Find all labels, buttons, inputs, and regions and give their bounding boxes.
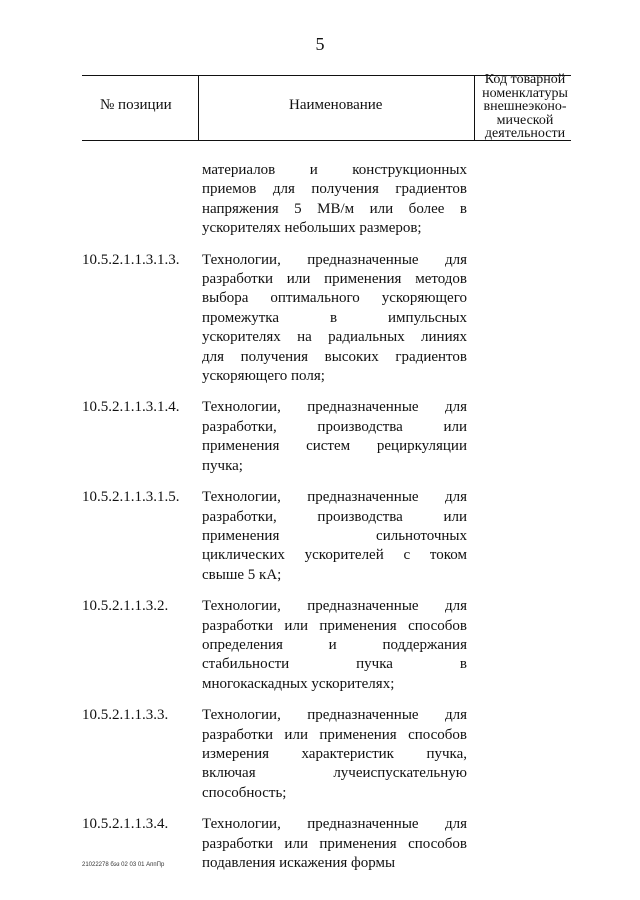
description-line: стабильности пучка в <box>202 656 467 673</box>
position-number: 10.5.2.1.1.3.1.5. <box>82 489 180 506</box>
list-item <box>0 251 640 387</box>
entries-list <box>0 161 640 885</box>
position-number: 10.5.2.1.1.3.1.3. <box>82 251 180 268</box>
description-line: Технологии, предназначенные для <box>202 251 467 268</box>
description-line: ускоряющего поля; <box>202 368 325 385</box>
list-item <box>0 161 640 239</box>
header-code-label <box>477 73 573 141</box>
description-line: для получения высоких градиентов <box>202 348 467 365</box>
description-line: применения систем рециркуляции <box>202 438 467 455</box>
description-line: Технологии, предназначенные для <box>202 399 467 416</box>
item-description <box>202 161 467 239</box>
description-line: материалов и конструкционных <box>202 162 467 178</box>
page-number: 5 <box>315 34 325 54</box>
description-line: Технологии, предназначенные для <box>202 598 467 615</box>
description-line: разработки или применения методов <box>202 271 467 288</box>
description-line: применения сильноточных <box>202 527 467 544</box>
description-line: определения и поддержания <box>202 636 467 653</box>
description-line: ускорителях на радиальных линиях <box>202 329 467 346</box>
item-description <box>202 251 467 387</box>
position-number: 10.5.2.1.1.3.4. <box>82 816 169 833</box>
header-code-line: деятельности <box>484 126 566 141</box>
description-line: циклических ускорителей с током <box>202 547 467 564</box>
description-line: подавления искажения формы <box>202 855 396 871</box>
description-line: пучка; <box>202 457 243 474</box>
position-number: 10.5.2.1.1.3.2. <box>82 598 169 615</box>
list-item <box>0 488 640 585</box>
description-line: разработки, производства или <box>202 418 467 435</box>
header-column-divider <box>198 75 199 140</box>
description-line: многокаскадных ускорителях; <box>202 675 395 692</box>
header-name-label: Наименование <box>289 97 383 113</box>
description-line: Технологии, предназначенные для <box>202 816 467 833</box>
description-line: Технологии, предназначенные для <box>202 707 467 724</box>
description-line: Технологии, предназначенные для <box>202 489 467 506</box>
description-line: ускорителях небольших размеров; <box>202 220 422 237</box>
description-line: свыше 5 кА; <box>202 566 282 583</box>
item-description <box>202 488 467 585</box>
description-line: приемов для получения градиентов <box>202 181 467 198</box>
header-code-line: мической <box>496 112 554 128</box>
description-line: разработки или применения способов <box>202 617 467 634</box>
list-item <box>0 706 640 803</box>
description-line: промежутка в импульсных <box>202 309 467 326</box>
description-line: способность; <box>202 784 287 801</box>
footer-note: 21022278 бэз 02 03 01 АппПр <box>82 862 165 868</box>
description-line: выбора оптимального ускоряющего <box>202 290 467 307</box>
position-number: 10.5.2.1.1.3.3. <box>82 707 169 724</box>
item-description <box>202 815 467 873</box>
header-code-line: номенклатуры <box>482 85 568 101</box>
list-item <box>0 597 640 694</box>
header-position-label: № позиции <box>100 97 172 113</box>
description-line: разработки, производства или <box>202 508 467 525</box>
description-line: включая лучеиспускательную <box>202 765 467 782</box>
list-item <box>0 398 640 476</box>
description-line: измерения характеристик пучка, <box>202 745 467 762</box>
header-column-divider <box>474 75 475 140</box>
description-line: напряжения 5 МВ/м или более в <box>202 200 467 217</box>
description-line: разработки или применения способов <box>202 835 467 852</box>
header-code-line: внешнеэконо- <box>483 99 567 114</box>
description-line: разработки или применения способов <box>202 726 467 743</box>
item-description <box>202 706 467 803</box>
item-description <box>202 597 467 694</box>
item-description <box>202 398 467 476</box>
position-number: 10.5.2.1.1.3.1.4. <box>82 399 180 416</box>
header-code-line: Код товарной <box>484 72 566 87</box>
